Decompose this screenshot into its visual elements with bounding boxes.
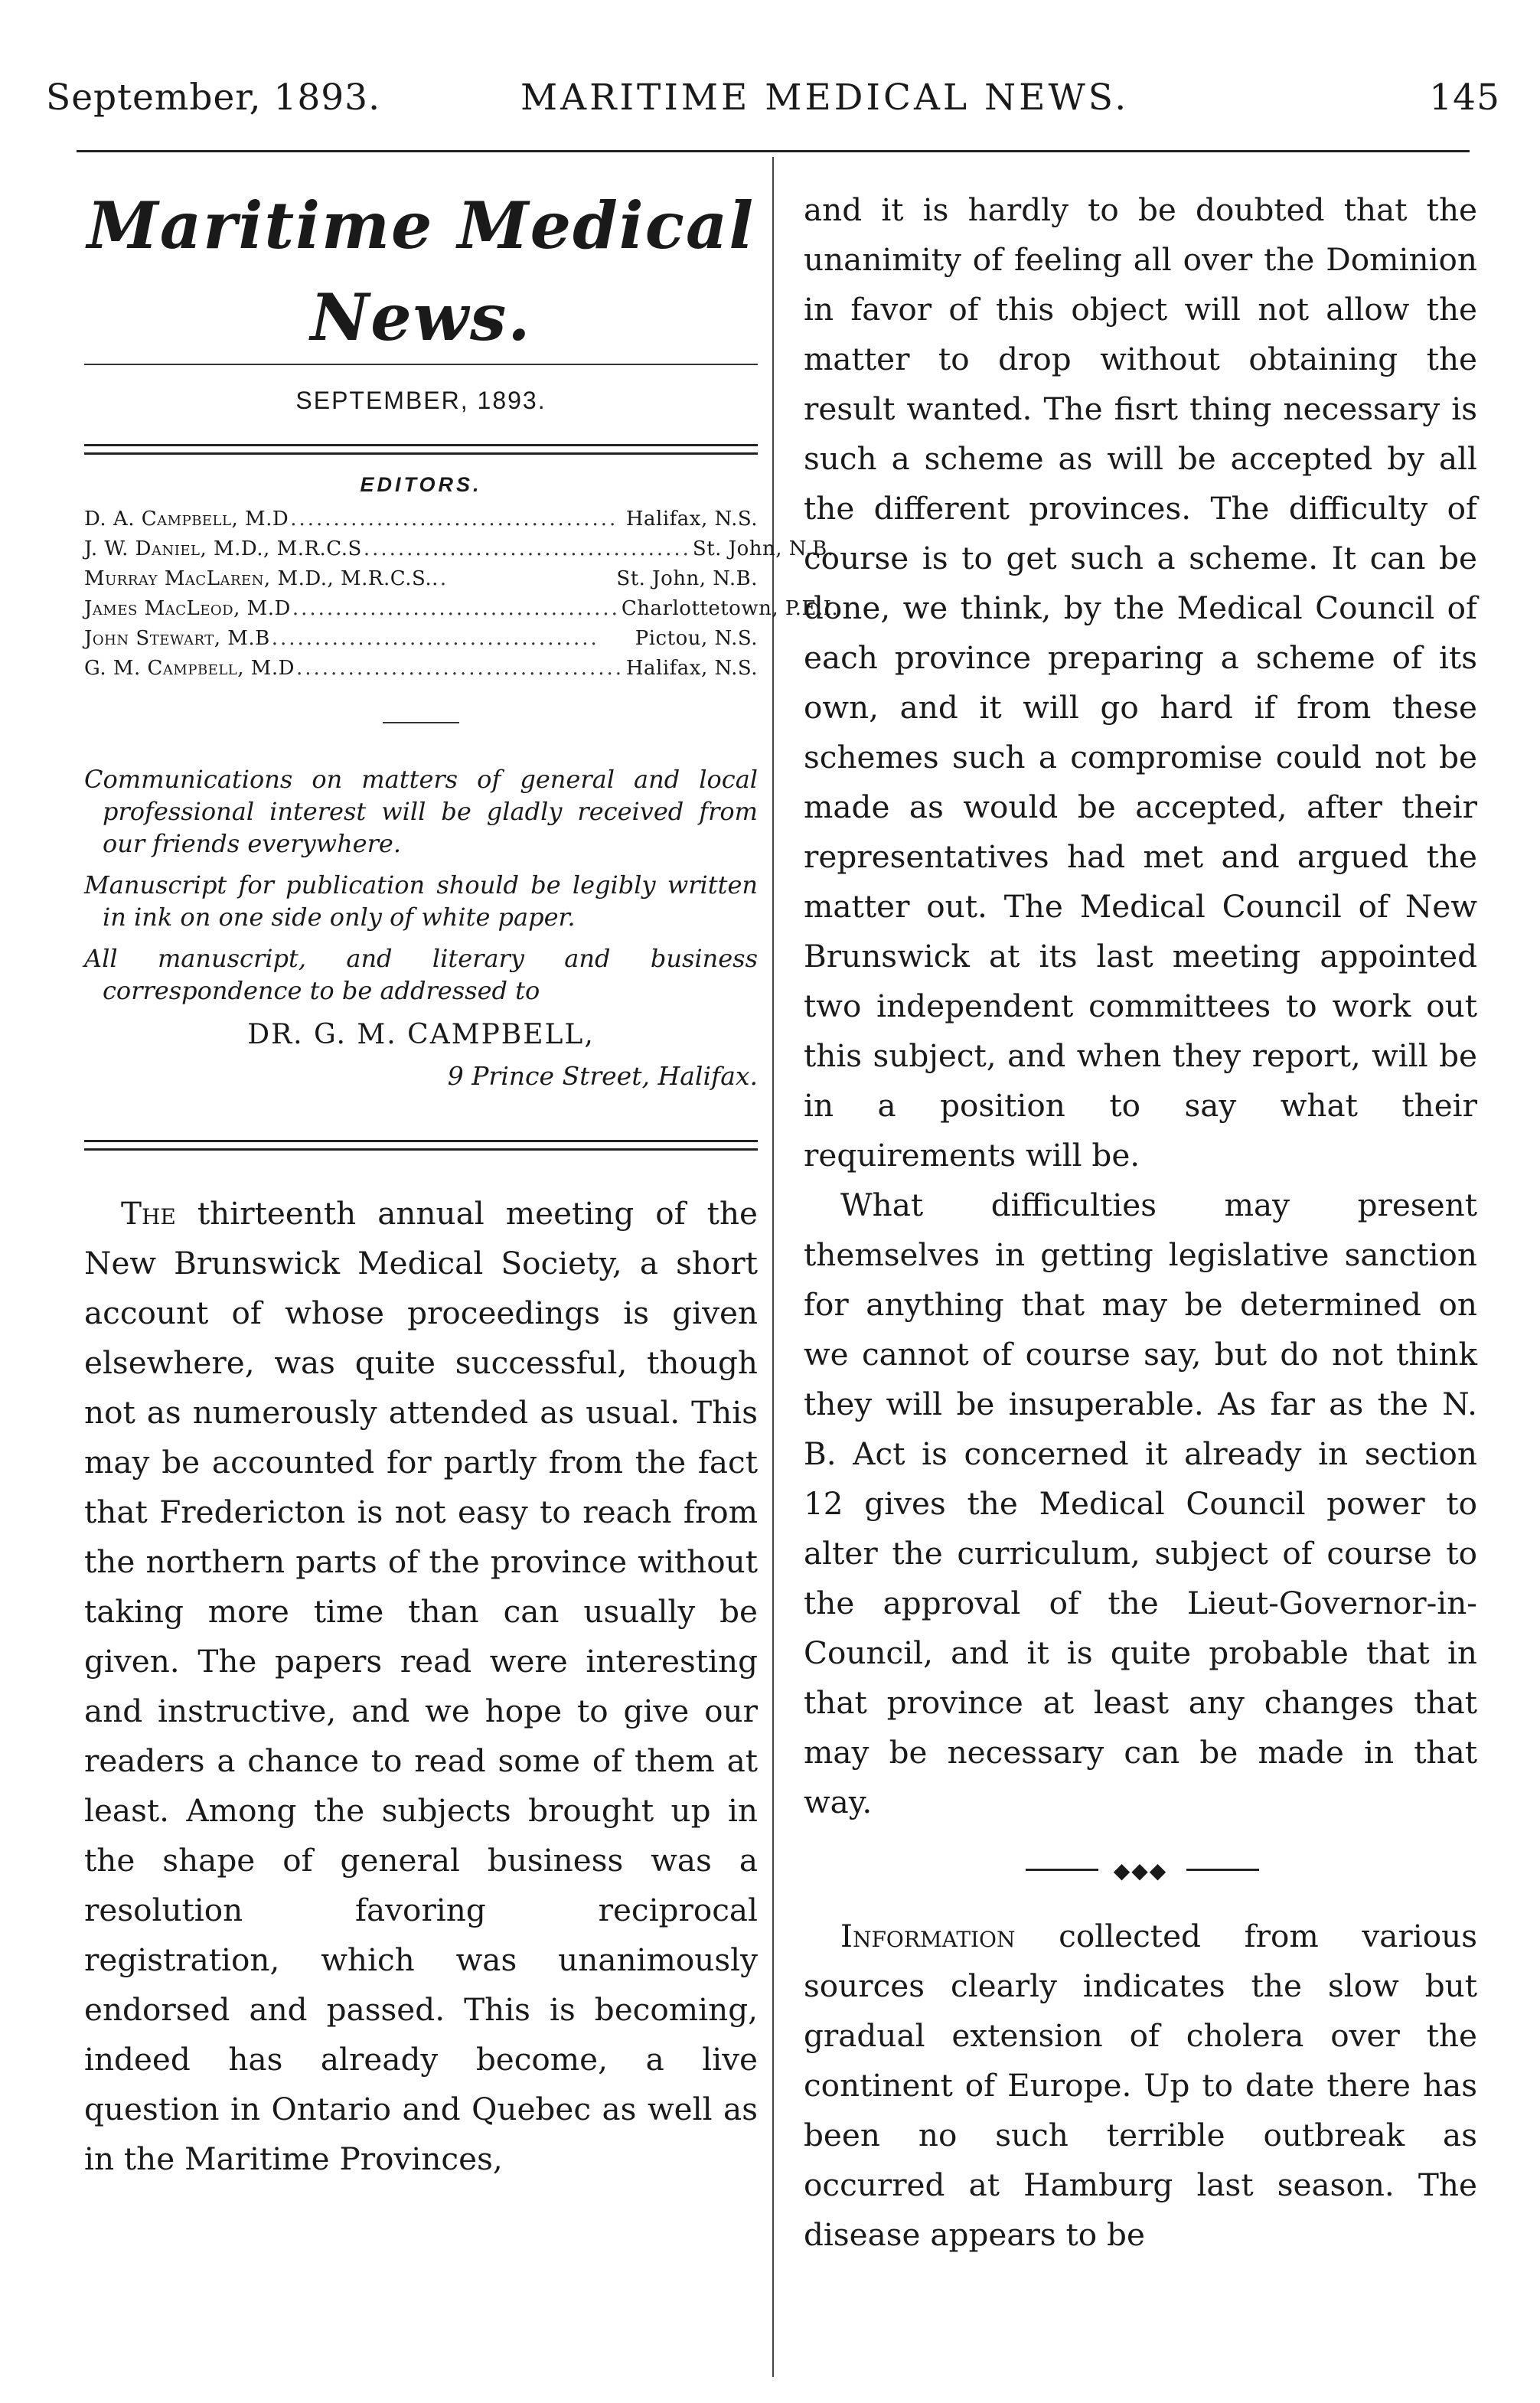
leader-dots: . [439,567,449,590]
editor-row [84,654,758,684]
editor-place: Charlottetown, P.E.I. [621,597,839,620]
editor-name: G. M. Campbell, M.D [84,657,295,680]
editor-row [84,564,758,594]
editor-place: Halifax, N.S. [625,657,758,680]
editors-list [84,504,839,684]
double-rule [84,444,758,455]
masthead-rule [84,364,758,365]
leader-dots: ...................................... [292,597,620,620]
editor-name: John Stewart, M.B [84,627,270,650]
issue-date: SEPTEMBER, 1893. [295,387,547,414]
article-column-right-2 [804,1912,1477,2260]
article-column-right [804,185,1477,1827]
lead-word: Information [840,1918,1016,1954]
article-paragraph-continued: and it is hardly to be doubted that the unanimity of feeling all over the Dominion in favor of this object will not allow the matter to drop without obtaining the result wanted. The fisrt thing necessary is such a scheme as will be accepted by all the different provinces. The difficulty of course is to get such a scheme. It can be done, we think, by the Medical Council of each province preparing a scheme of its own, and it will go hard if from these schemes such a compromise could not be made as would be accepted, after their representatives had met and argued the matter out. The Medical Council of New Brunswick at its last meeting appointed two independent committees to work out this subject, and when they report, will be in a position to say what their requirements will be. [804,191,1477,1174]
ornament-glyph: ◆◆◆ [1113,1858,1168,1883]
leader-dots: ...................................... [296,657,625,680]
editor-name: J. W. Daniel, M.D., M.R.C.S [84,537,362,560]
editor-row [84,504,758,534]
page-number: 145 [1429,77,1500,119]
notices [84,763,758,1007]
editor-place: St. John, N.B. [692,537,834,560]
left-column [84,157,839,2184]
short-rule [383,722,459,723]
right-column [804,185,1477,2260]
header-rule [77,150,1470,152]
lead-word: The [121,1195,176,1232]
column-divider [772,157,774,2377]
editor-name: D. A. Campbell, M.D [84,508,289,531]
editor-place: St. John, N.B. [616,567,758,590]
header-date: September, 1893. [46,77,381,119]
leader-dots: ...................................... [271,627,599,650]
paragraph-text: thirteenth annual meeting of the New Brunswick Medical Society, a short account of whose proceedings is given elsewhere, was quite successful, though not as numerously attended as usual. This may be accounted for partly from the fact that Fredericton is not easy to reach from the northern parts of the province without taking more time than can usually be given. The papers read were interesting and instructive, and we hope to give our readers a chance to read some of them at least. Among the subjects brought up in the shape of general business was a resolution favoring reciprocal registration, which was unanimously endorsed and passed. This is becoming, indeed has already become, a live question in Ontario and Quebec as well as in the Maritime Provinces, [84,1195,759,2177]
article-paragraph [84,1189,758,2184]
editor-row [84,594,839,624]
notice-communications: Communications on matters of general and local professional interest will be gladly received from our friends everywhere. [84,765,758,858]
editor-place: Halifax, N.S. [625,508,758,531]
editor-row [84,534,834,564]
article-column-left [84,1189,758,2184]
running-header [46,77,1500,130]
editor-name: James MacLeod, M.D [84,597,291,620]
article-paragraph: What difficulties may present themselves in getting legislative sanction for anything that may be determined on we cannot of course say, but do not think they will be insuperable. As far as the N. B. Act is concerned it already in section 12 gives the Medical Council power to alter the curriculum, subject of course to the approval of the Lieut-Governor-in-Council, and it is quite probable that in that province at least any changes that may be necessary can be made in that way. [804,1187,1477,1820]
header-journal-title: MARITIME MEDICAL NEWS. [520,77,1130,119]
section-ornament [804,1858,1477,1881]
address-name: DR. G. M. CAMPBELL, [247,1019,595,1050]
editor-row [84,624,758,654]
notice-manuscript: Manuscript for publication should be legibly written in ink on one side only of white paper. [84,870,758,932]
leader-dots: ...................................... [363,537,691,560]
article-paragraph [804,1912,1477,2260]
masthead-title: Maritime Medical News. [86,188,755,355]
editors-heading: EDITORS. [360,473,482,496]
paragraph-text: collected from various sources clearly indicates the slow but gradual extension of cholera over the continent of Europe. Up to date there has been no such terrible outbreak as occurred at Hamburg last season. The disease appears to be [804,1918,1477,2253]
editor-name: Murray MacLaren, M.D., M.R.C.S.. [84,567,439,590]
address-street: 9 Prince Street, Halifax. [447,1061,758,1091]
notice-correspondence: All manuscript, and literary and business correspondence to be addressed to [84,944,758,1005]
double-rule [84,1140,758,1151]
leader-dots: ...................................... [290,508,618,531]
editor-place: Pictou, N.S. [635,627,758,650]
